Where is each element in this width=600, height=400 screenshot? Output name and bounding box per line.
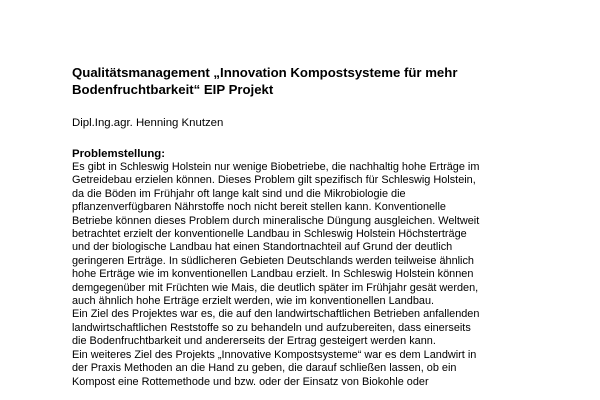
body-line: Ein Ziel des Projektes war es, die auf den landwirtschaftlichen Betrieben anfallenden — [72, 308, 480, 321]
section-heading: Problemstellung: — [72, 148, 166, 160]
body-line: landwirtschaftlichen Reststoffe so zu behandeln und aufzubereiten, dass einerseits — [72, 321, 471, 334]
body-line: Betriebe können dieses Problem durch mineralische Düngung ausgleichen. Weltweit — [72, 214, 480, 227]
body-line: Es gibt in Schleswig Holstein nur wenige Biobetriebe, die nachhaltig hohe Erträge im — [72, 161, 480, 173]
body-line: Kompost eine Rottemethode und bzw. oder der Einsatz von Biokohle oder — [72, 375, 429, 388]
body-line: geringeren Erträge. In südlicheren Gebieten Deutschlands werden teilweise ähnlich — [72, 254, 474, 267]
document-page — [72, 64, 592, 389]
author-name: Dipl.Ing.agr. Henning Knutzen — [72, 117, 224, 129]
title-line: Qualitätsmanagement „Innovation Kompostsysteme für mehr — [72, 65, 458, 80]
body-line: und der biologische Landbau hat einen Standortnachteil auf Grund der deutlich — [72, 241, 453, 254]
title-line: Bodenfruchtbarkeit“ EIP Projekt — [72, 82, 274, 97]
body-paragraph — [72, 161, 592, 389]
body-line: der Praxis Methoden an die Hand zu geben, die darauf schließen lassen, ob ein — [72, 362, 457, 375]
body-line: Getreidebau erzielen können. Dieses Problem gilt spezifisch für Schleswig Holstein, — [72, 174, 476, 187]
document-title — [72, 64, 592, 98]
body-line: pflanzenverfügbaren Nährstoffe noch nicht bereit stellen kann. Konventionelle — [72, 201, 446, 214]
body-line: betrachtet erzielt der konventionelle Landbau in Schleswig Holstein Höchsterträge — [72, 228, 467, 241]
body-line: hohe Erträge wie im konventionellen Landbau erzielt. In Schleswig Holstein können — [72, 268, 474, 281]
body-line: Ein weiteres Ziel des Projekts „Innovative Kompostsysteme“ war es dem Landwirt in — [72, 348, 477, 361]
body-line: auch ähnlich hohe Erträge erzielt werden, wie im konventionellen Landbau. — [72, 295, 435, 308]
body-line: die Bodenfruchtbarkeit und andererseits der Ertrag gesteigert werden kann. — [72, 335, 436, 348]
body-line: demgegenüber mit Früchten wie Mais, die deutlich später im Frühjahr gesät werden, — [72, 281, 479, 294]
body-line: da die Böden im Frühjahr oft lange kalt sind und die Mikrobiologie die — [72, 187, 406, 200]
